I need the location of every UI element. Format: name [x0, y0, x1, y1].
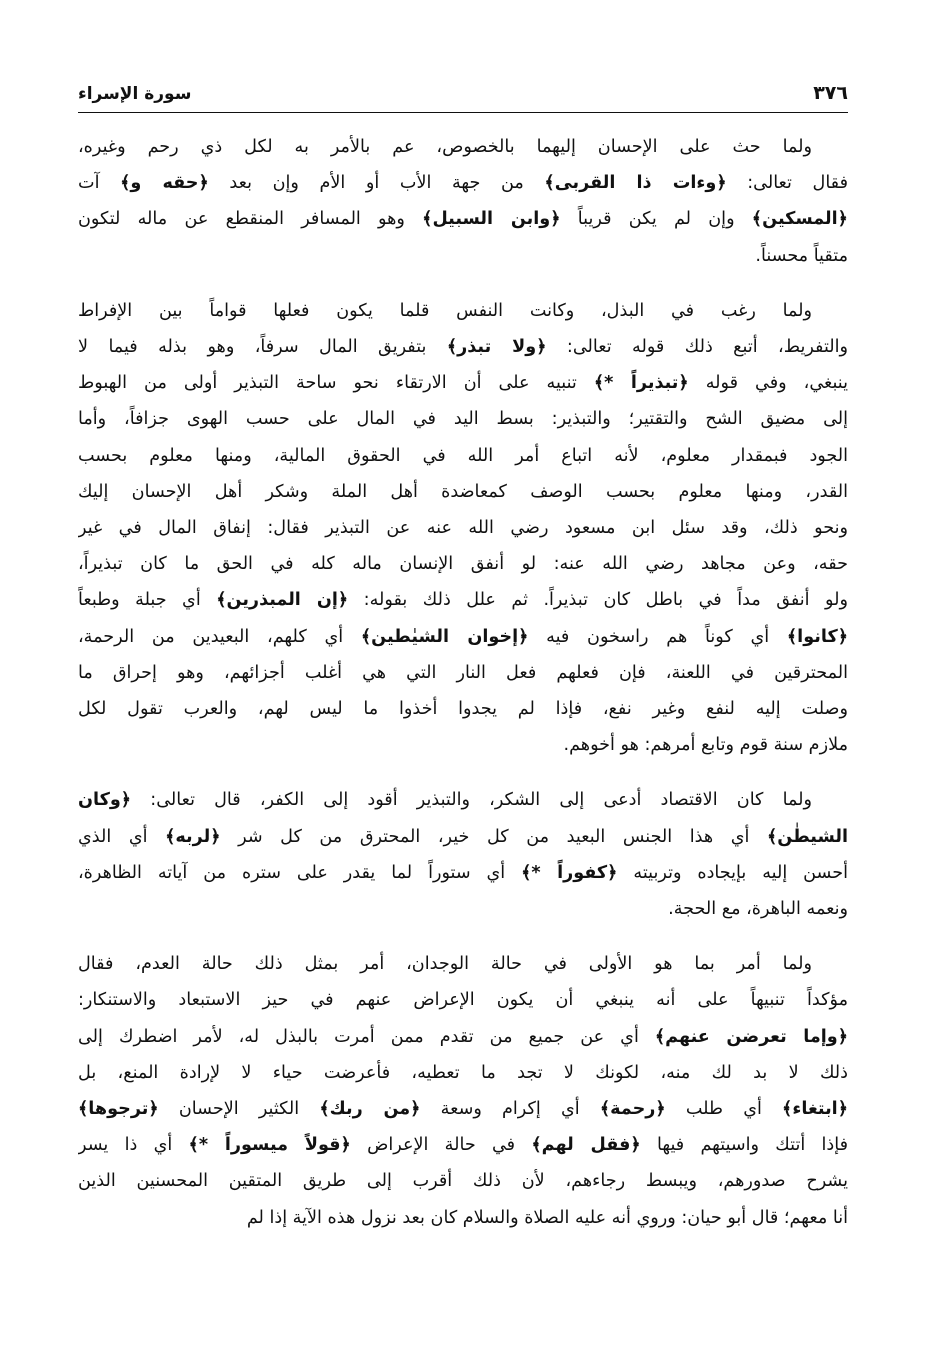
text-line	[78, 365, 848, 401]
paragraph	[78, 129, 848, 274]
text-segment: ولو أنفق مداً في باطل كان تبذيراً. ثم علل ذلك بقوله:	[348, 590, 848, 611]
text-line	[78, 1055, 848, 1091]
quran-quote: ﴿قولاً ميسوراً *﴾	[188, 1135, 351, 1156]
text-segment: ولما رغب في البذل، وكانت النفس قلما يكون فعلها قواماً بين الإفراط	[78, 300, 812, 321]
text-segment: وهو المسافر المنقطع عن ماله لتكون	[78, 209, 423, 230]
text-line	[78, 1200, 848, 1236]
text-segment: أحسن إليه بإيجاده وتربيته	[617, 862, 848, 883]
text-segment: آت	[78, 173, 121, 194]
text-line	[78, 619, 848, 655]
text-segment: من جهة الأب أو الأم وإن بعد	[208, 173, 545, 194]
text-line	[78, 1127, 848, 1163]
text-line	[78, 782, 848, 818]
quran-quote: ﴿إخوان الشيٰطين﴾	[360, 626, 529, 647]
quran-quote: ﴿ترجوها﴾	[78, 1099, 159, 1120]
text-line	[78, 510, 848, 546]
quran-quote: ﴿من ربك﴾	[319, 1099, 421, 1120]
text-line	[78, 293, 848, 329]
quran-quote: الشيطٰن﴾	[766, 826, 848, 847]
text-segment: أي جبلة وطبعاً	[78, 590, 217, 611]
text-segment: أي الذي	[78, 826, 166, 847]
text-segment: ونعمه الباهرة، مع الحجة.	[668, 899, 848, 920]
page-header	[78, 78, 848, 113]
surah-title: سورة الإسراء	[78, 84, 192, 104]
text-segment: ولما أمر بما هو الأولى في حالة الوجدان، أمر بمثل ذلك حالة العدم، فقال	[78, 954, 812, 975]
text-segment: أنا معهم؛ قال أبو حيان: وروي أنه عليه الصلاة والسلام كان بعد نزول هذه الآية إذا لم	[246, 1207, 848, 1228]
text-segment: أي ذا يسر	[78, 1135, 189, 1156]
quran-quote: ﴿رحمة﴾	[599, 1099, 666, 1120]
text-segment: وصلت إليه لنفع وغير نفع، فإذا لم يجدوا أخذوا ما ليس لهم، والعرب تقول لكل	[78, 699, 848, 720]
text-segment: أي كلهم، البعيدين من الرحمة،	[78, 626, 361, 647]
text-segment: أي كوناً هم راسخون فيه	[528, 626, 787, 647]
text-segment: القدر، ومنها معلوم بحسب الوصف كمعاضدة أهل الملة وشكر أهل الإحسان إليك	[78, 481, 848, 502]
paragraph	[78, 293, 848, 764]
text-line	[78, 582, 848, 618]
text-line	[78, 1163, 848, 1199]
text-line	[78, 201, 848, 237]
text-line	[78, 655, 848, 691]
quran-quote: ﴿ابتغاء﴾	[782, 1099, 848, 1120]
text-segment: أي ستوراً لما يقدر على ستره من آياته الظاهرة،	[78, 862, 522, 883]
quran-quote: ﴿وإما تعرضن عنهم﴾	[654, 1026, 848, 1047]
text-segment: متقياً محسناً.	[755, 245, 848, 266]
text-line	[78, 891, 848, 927]
text-segment: أي إكرام وسعة	[420, 1099, 600, 1120]
text-segment: في حالة الإعراض	[350, 1135, 532, 1156]
text-segment: ولما كان الاقتصاد أدعى إلى الشكر، والتبذير أقود إلى الكفر، قال تعالى:	[131, 790, 812, 811]
text-segment: حقه، وعن مجاهد رضي الله عنه: لو أنفق الإنسان ماله كله في الحق ما كان تبذيراً،	[78, 554, 848, 575]
paragraph	[78, 946, 848, 1236]
quran-quote: ﴿وءات ذا القربى﴾	[544, 173, 727, 194]
text-line	[78, 401, 848, 437]
quran-quote: ﴿تبذيراً *﴾	[593, 373, 689, 394]
text-segment: فقال تعالى:	[726, 173, 848, 194]
text-segment: ذلك لا بد لك منه، لكونك لا تجد ما تعطيه، فأعرضت حياء لا لإرادة المنع، بل	[78, 1062, 848, 1083]
body-text	[78, 129, 848, 1236]
paragraph	[78, 782, 848, 927]
quran-quote: ﴿المسكين﴾	[751, 209, 848, 230]
text-segment: المحترقين في اللعنة، فإن فعلهم فعل النار التي هي أغلب أجزائهم، وهو إحراق ما	[78, 662, 848, 683]
text-line	[78, 727, 848, 763]
text-segment: ونحو ذلك، وقد سئل ابن مسعود رضي الله عنه عن التبذير فقال: إنفاق المال في غير	[78, 518, 848, 539]
text-line	[78, 129, 848, 165]
quran-quote: ﴿ولا تبذر﴾	[446, 337, 547, 358]
quran-quote: ﴿كفوراً *﴾	[521, 862, 618, 883]
text-line	[78, 982, 848, 1018]
quran-quote: ﴿كانوا﴾	[786, 626, 848, 647]
text-segment: ولما حث على الإحسان إليهما بالخصوص، عم بالأمر به لكل ذي رحم وغيره،	[78, 137, 812, 157]
text-line	[78, 946, 848, 982]
text-line	[78, 546, 848, 582]
text-segment: ينبغي، وفي قوله	[688, 373, 848, 394]
text-segment: وإن لم يكن قريباً	[560, 209, 752, 230]
quran-quote: ﴿وابن السبيل﴾	[422, 209, 561, 230]
text-line	[78, 1091, 848, 1127]
quran-quote: ﴿وكان	[78, 790, 132, 811]
text-segment: الكثير الإحسان	[158, 1099, 320, 1120]
text-line	[78, 438, 848, 474]
text-segment: أي هذا الجنس البعيد من كل خير، المحترق من كل شر	[220, 826, 767, 847]
text-line	[78, 691, 848, 727]
text-segment: تنبيه على أن الارتقاء نحو ساحة التبذير أولى من الهبوط	[78, 373, 594, 394]
text-line	[78, 855, 848, 891]
quran-quote: ﴿لربه﴾	[165, 826, 221, 847]
quran-quote: ﴿إن المبذرين﴾	[216, 590, 349, 611]
text-segment: بتفريق المال سرفاً، وهو بذله فيما لا	[78, 337, 447, 358]
text-line	[78, 165, 848, 201]
book-page	[78, 78, 848, 1328]
text-segment: مؤكداً تنبيهاً على أنه ينبغي أن يكون الإعراض عنهم في حيز الاستبعاد والاستنكار:	[78, 990, 848, 1011]
text-segment: إلى مضيق الشح والتقتير؛ والتبذير: بسط اليد في المال على حسب الهوى جزافاً، وأما	[78, 409, 848, 430]
quran-quote: ﴿فقل لهم﴾	[531, 1135, 641, 1156]
text-line	[78, 819, 848, 855]
quran-quote: ﴿حقه و﴾	[120, 173, 209, 194]
text-line	[78, 1019, 848, 1055]
text-segment: أي طلب	[665, 1099, 783, 1120]
text-segment: والتفريط، أتبع ذلك قوله تعالى:	[546, 337, 848, 358]
text-line	[78, 329, 848, 365]
text-segment: فإذا أتتك واسيتهم فيها	[640, 1135, 848, 1156]
text-segment: يشرح صدورهم، ويبسط رجاءهم، لأن ذلك أقرب إلى طريق المتقين المحسنين الذين	[78, 1171, 848, 1192]
text-line	[78, 238, 848, 274]
text-segment: أي عن جميع من تقدم ممن أمرت بالبذل له، لأمر اضطرك إلى	[78, 1026, 655, 1047]
text-segment: الجود فبمقدار معلوم، لأنه اتباع أمر الله في الحقوق المالية، ومنها معلوم بحسب	[78, 445, 848, 466]
text-line	[78, 474, 848, 510]
text-segment: ملازم سنة قوم وتابع أمرهم: هو أخوهم.	[563, 735, 848, 756]
page-number: ٣٧٦	[813, 82, 848, 104]
